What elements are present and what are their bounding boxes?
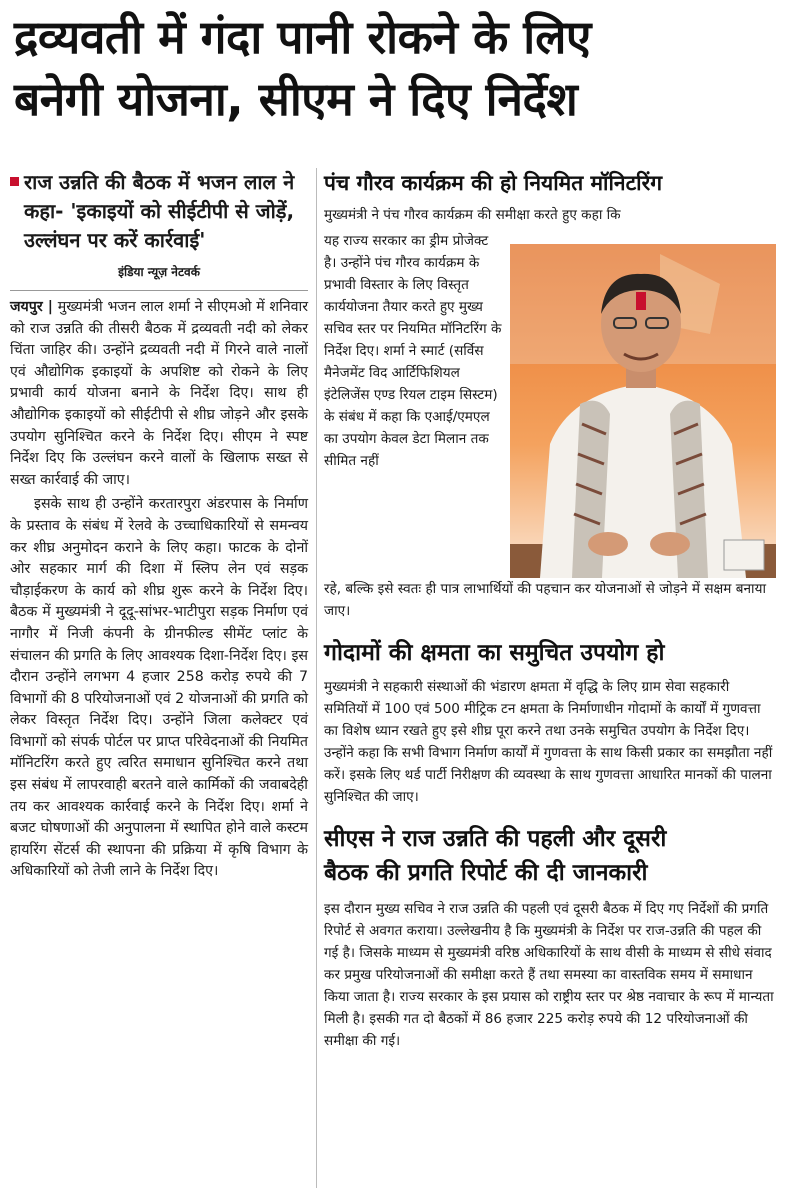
photo-illustration bbox=[510, 244, 776, 578]
right-column bbox=[324, 168, 776, 1052]
paragraph: इसके साथ ही उन्होंने करतारपुरा अंडरपास के निर्माण के प्रस्ताव के संबंध में रेलवे के उच्चाधिकारियों से समन्वय कर शीघ्र अनुमोदन कराने के लिए कहा। फाटक के दोनों ओर सहकार मार्ग की दिशा में स्लिप लेन एवं सड़क चौड़ाईकरण के कार्य को शीघ्र शुरू करने के निर्देश दिए। बैठक में मुख्यमंत्री ने दूदू-सांभर-भाटीपुरा सड़क निर्माण एवं नागौर में निजी कंपनी के ग्रीनफील्ड सीमेंट प्लांट के संचालन की प्रगति के लिए आवश्यक दिशा-निर्देश दिए। इस दौरान उन्होंने लगभग 4 हजार 258 करोड़ रुपये की 7 विभागों की 8 परियोजनाओं एवं 2 योजनाओं की प्रगति को लेकर विस्तृत निर्देश दिए। उन्होंने जिला कलेक्टर एवं विभागों को संपर्क पोर्टल पर प्राप्त परिवेदनाओं की नियमित मॉनिटरिंग करते हुए त्वरित समाधान सुनिश्चित करने तथा इस संबंध में लापरवाही बरतने वाले कार्मिकों की जवाबदेही तय कर आवश्यक कार्रवाई करने के निर्देश दिए। शर्मा ने बजट घोषणाओं की अनुपालना में स्थापित होने वाले कस्टम हायरिंग सेंटर्स की स्थापना की प्रक्रिया में कृषि विभाग के अधिकारियों को तेजी लाने के निर्देश दिए। bbox=[10, 496, 308, 880]
section-godam bbox=[324, 636, 776, 808]
section-intro: मुख्यमंत्री ने पंच गौरव कार्यक्रम की समीक्षा करते हुए कहा कि bbox=[324, 207, 621, 223]
byline: इंडिया न्यूज़ नेटवर्क bbox=[10, 263, 308, 291]
text-beside-photo: यह राज्य सरकार का ड्रीम प्रोजेक्ट है। उन्होंने पंच गौरव कार्यक्रम के प्रभावी विस्तार के लिए विस्तृत कार्ययोजना तैयार करते हुए मुख्य सचिव स्तर पर नियमित मॉनिटरिंग के निर्देश दिए। शर्मा ने स्मार्ट (सर्विस मैनेजमेंट विद आर्टिफिशियल इंटेलिजेंस एण्ड रियल टाइम सिस्टम) के संबंध में कहा कि एआई/एमएल का उपयोग केवल डेटा मिलान तक सीमित नहीं bbox=[324, 233, 502, 469]
section-panch-gaurav bbox=[324, 168, 776, 622]
left-column bbox=[10, 168, 308, 883]
section-cs-report bbox=[324, 822, 776, 1052]
section-heading: पंच गौरव कार्यक्रम की हो नियमित मॉनिटरिंग bbox=[324, 171, 663, 195]
headline bbox=[14, 6, 774, 130]
dateline: जयपुर | bbox=[10, 299, 53, 315]
section-heading-line-2: बैठक की प्रगति रिपोर्ट की दी जानकारी bbox=[324, 860, 648, 886]
paragraph-text: मुख्यमंत्री भजन लाल शर्मा ने सीएमओ में शनिवार को राज उन्नति की तीसरी बैठक में द्रव्यवती नदी को लेकर चिंता जाहिर की। उन्होंने द्रव्यवती नदी में गिरने वाले नालों एवं औद्योगिक इकाइयों के अपशिष्ट को रोकने के लिए प्रभावी कार्य योजना बनाने के निर्देश दिए। साथ ही औद्योगिक इकाइयों को सीईटीपी से शीघ्र जोड़ने और इसके उपयोग सुनिश्चित करने के निर्देश दिए। सीएम ने स्पष्ट निर्देश दिए कि उल्लंघन करने वालों के खिलाफ सख्त से सख्त कार्रवाई की जाए। bbox=[10, 299, 308, 488]
section-body: मुख्यमंत्री ने सहकारी संस्थाओं की भंडारण क्षमता में वृद्धि के लिए ग्राम सेवा सहकारी समितियों में 100 एवं 500 मीट्रिक टन क्षमता के निर्माणाधीन गोदामों के कार्यों में गुणवत्ता का विशेष ध्यान रखते हुए इसे शीघ्र पूरा करने तथा उनके समुचित उपयोग के निर्देश दिए। उन्होंने कहा कि सभी विभाग निर्माण कार्यों में गुणवत्ता के साथ किसी प्रकार का समझौता नहीं करें। इसके लिए थर्ड पार्टी निरीक्षण की व्यवस्था के साथ गुणवत्ता आधारित मानकों की पालना सुनिश्चित की जाए। bbox=[324, 679, 773, 805]
headline-line-2: बनेगी योजना, सीएम ने दिए निर्देश bbox=[14, 72, 578, 126]
section-continued-text: रहे, बल्कि इसे स्वतः ही पात्र लाभार्थियों की पहचान कर योजनाओं से जोड़ने में सक्षम बनाया जाए। bbox=[324, 581, 766, 619]
section-heading bbox=[324, 822, 776, 890]
section-heading-line-1: सीएस ने राज उन्नति की पहली और दूसरी bbox=[324, 826, 667, 852]
subheadline-block bbox=[10, 168, 308, 255]
chief-minister-photo bbox=[510, 244, 776, 578]
subheadline: राज उन्नति की बैठक में भजन लाल ने कहा- 'इकाइयों को सीईटीपी से जोड़ें, उल्लंघन पर करें कार्रवाई' bbox=[24, 170, 295, 252]
left-article-body bbox=[10, 297, 308, 883]
bullet-square-icon bbox=[10, 177, 19, 186]
paragraph bbox=[10, 297, 308, 491]
section-heading: गोदामों की क्षमता का समुचित उपयोग हो bbox=[324, 640, 665, 666]
headline-line-1: द्रव्यवती में गंदा पानी रोकने के लिए bbox=[14, 10, 591, 64]
photo-wrap bbox=[324, 230, 776, 578]
section-body: इस दौरान मुख्य सचिव ने राज उन्नति की पहली एवं दूसरी बैठक में दिए गए निर्देशों की प्रगति रिपोर्ट से अवगत कराया। उल्लेखनीय है कि मुख्यमंत्री के निर्देश पर राज-उन्नति की पहल की गई है। जिसके माध्यम से मुख्यमंत्री वरिष्ठ अधिकारियों के साथ वीसी के माध्यम से सीधे संवाद कर प्रमुख परियोजनाओं की समीक्षा करते हैं तथा समस्या का वास्तविक समय में समाधान किया जाता है। राज्य सरकार के इस प्रयास को राष्ट्रीय स्तर पर श्रेष्ठ नवाचार के रूप में मान्यता मिली है। इसकी गत दो बैठकों में 86 हजार 225 करोड़ रुपये की 12 परियोजनाओं की समीक्षा की गई। bbox=[324, 901, 774, 1049]
column-divider bbox=[316, 168, 317, 1188]
